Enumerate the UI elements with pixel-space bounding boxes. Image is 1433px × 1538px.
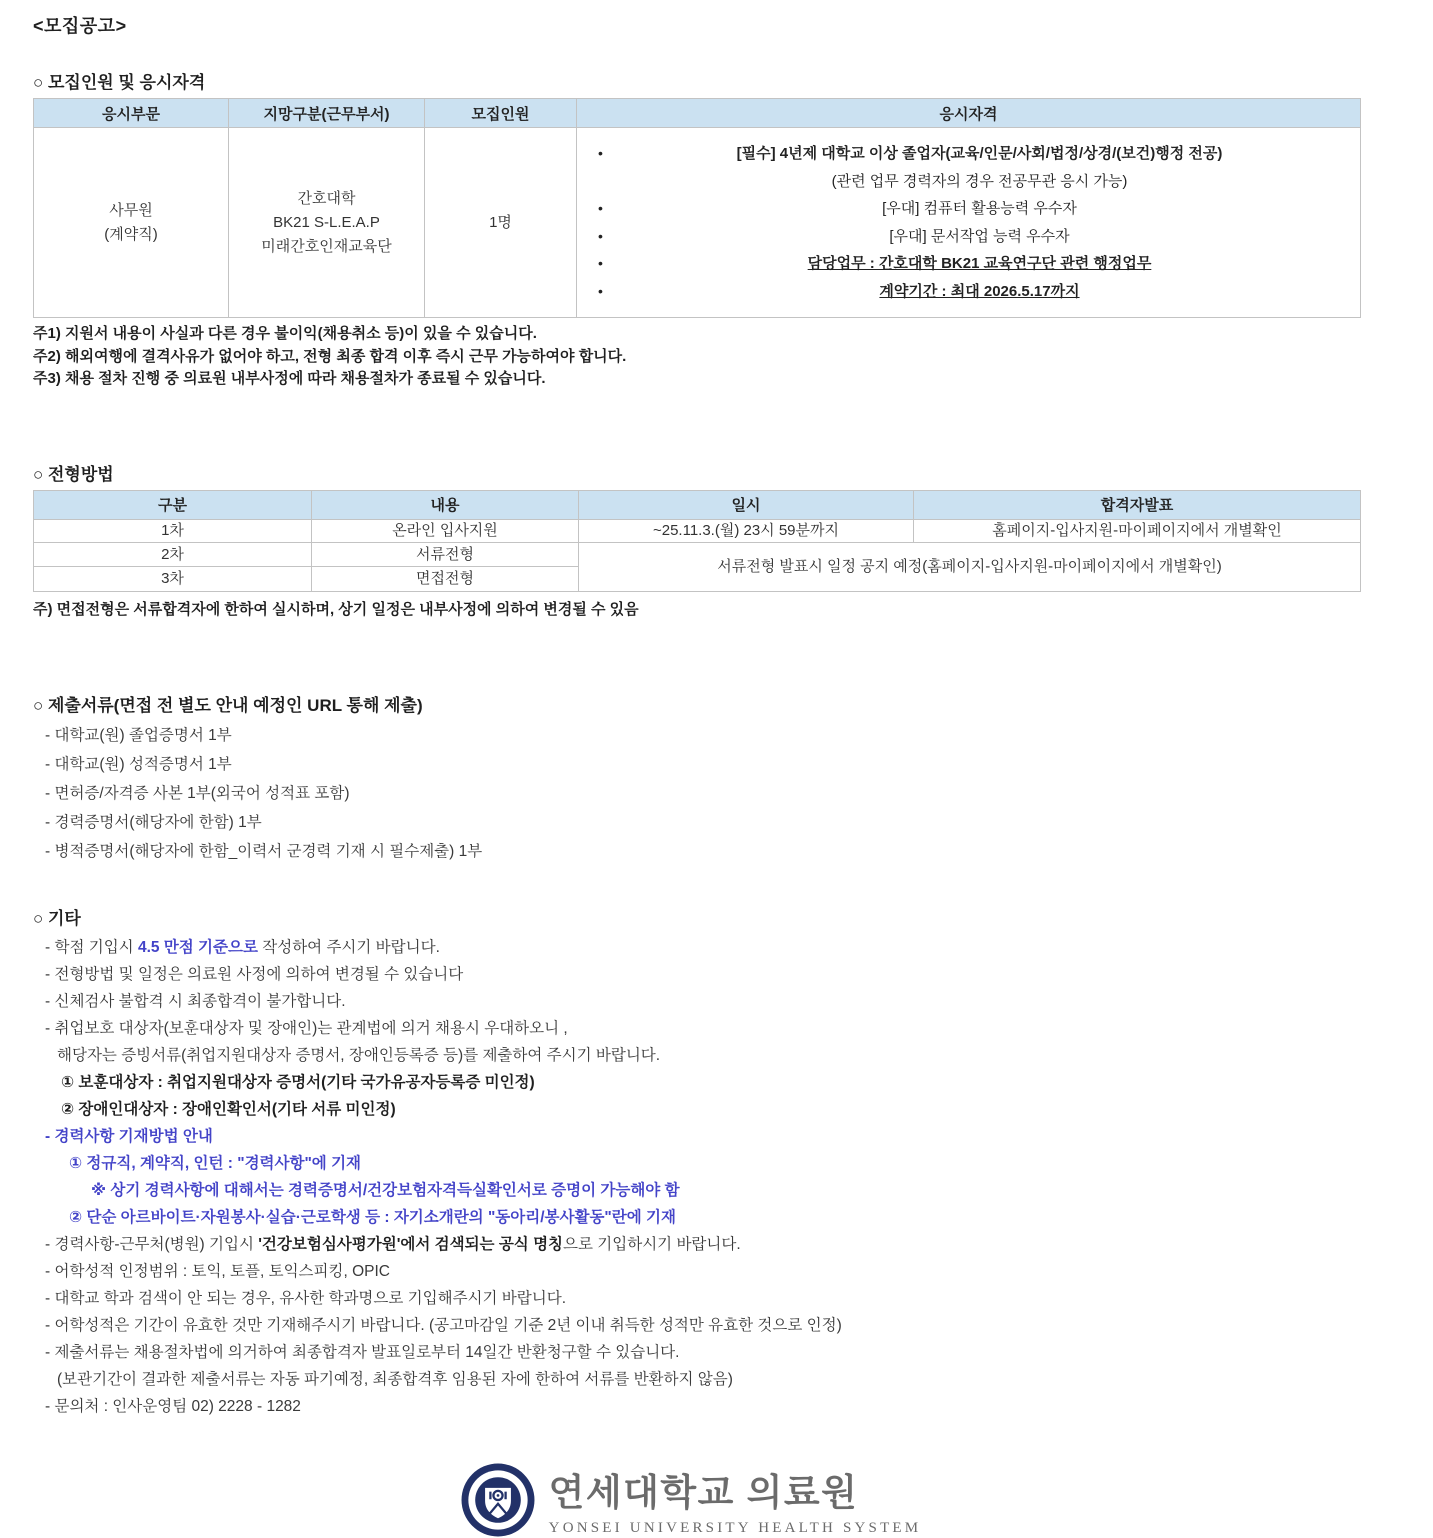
dept-line: 간호대학 bbox=[297, 189, 356, 207]
list-item: - 문의처 : 인사운영팀 02) 2228 - 1282 bbox=[45, 1397, 301, 1415]
list-item: ※ 상기 경력사항에 대해서는 경력증명서/건강보험자격득실확인서로 증명이 가능해야 함 bbox=[91, 1181, 680, 1199]
note-line: 주2) 해외여행에 결격사유가 없어야 하고, 전형 최종 합격 이후 즉시 근무 가능하여야 합니다. bbox=[33, 347, 627, 365]
cell-content: 면접전형 bbox=[312, 567, 579, 592]
list-item: - 어학성적은 기간이 유효한 것만 기재해주시기 바랍니다. (공고마감일 기준 2년 이내 취득한 성적만 유효한 것으로 인정) bbox=[45, 1316, 842, 1334]
method-row-1 bbox=[34, 519, 1361, 542]
qualification-item: • [필수] 4년제 대학교 이상 졸업자(교육/인문/사회/법정/상경/(보건)행정 전공) bbox=[593, 140, 1346, 168]
list-item: - 전형방법 및 일정은 의료원 사정에 의하여 변경될 수 있습니다 bbox=[45, 965, 464, 983]
method-header-row bbox=[34, 490, 1361, 519]
cell-merged-schedule: 서류전형 발표시 일정 공지 예정(홈페이지-입사지원-마이페이지에서 개별확인) bbox=[579, 542, 1361, 591]
submit-items bbox=[33, 721, 1400, 866]
logo-text bbox=[549, 1462, 922, 1537]
etc-heading: ○ 기타 bbox=[33, 908, 81, 928]
cell-result: 홈페이지-입사지원-마이페이지에서 개별확인 bbox=[914, 519, 1361, 542]
note-line: 주1) 지원서 내용이 사실과 다른 경우 불이익(채용취소 등)이 있을 수 있습니다. bbox=[33, 325, 537, 342]
recruit-heading: ○ 모집인원 및 응시자격 bbox=[33, 73, 206, 92]
col-header-date: 일시 bbox=[579, 490, 914, 519]
cell-content: 서류전형 bbox=[312, 542, 579, 567]
cell-stage: 1차 bbox=[34, 519, 312, 542]
recruit-table bbox=[33, 68, 1361, 318]
col-header-qualification: 응시자격 bbox=[577, 99, 1361, 128]
page-title: <모집공고> bbox=[33, 16, 127, 36]
note-line: 주3) 채용 절차 진행 중 의료원 내부사정에 따라 채용절차가 종료될 수 있습니다. bbox=[33, 370, 546, 387]
cell-part bbox=[34, 128, 229, 318]
highlighted-text: '건강보험심사평가원'에서 검색되는 공식 명칭 bbox=[258, 1235, 564, 1253]
col-header-content: 내용 bbox=[312, 490, 579, 519]
list-item: ① 보훈대상자 : 취업지원대상자 증명서(기타 국가유공자등록증 미인정) bbox=[61, 1073, 535, 1091]
list-item: - 어학성적 인정범위 : 토익, 토플, 토익스피킹, OPIC bbox=[45, 1262, 390, 1280]
list-item: - 경력사항 기재방법 안내 bbox=[45, 1127, 213, 1145]
list-item: ② 단순 아르바이트·자원봉사·실습·근로학생 등 : 자기소개란의 "동아리/봉사활동"란에 기재 bbox=[69, 1208, 676, 1226]
dept-line: 미래간호인재교육단 bbox=[261, 237, 392, 255]
cell-stage: 2차 bbox=[34, 542, 312, 567]
list-item: - 병적증명서(해당자에 한함_이력서 군경력 기재 시 필수제출) 1부 bbox=[45, 842, 483, 860]
list-item: - 경력사항-근무처(병원) 기입시 '건강보험심사평가원'에서 검색되는 공식 명칭으로 기입하시기 바랍니다. bbox=[45, 1235, 741, 1253]
cell-stage: 3차 bbox=[34, 567, 312, 592]
list-item: ② 장애인대상자 : 장애인확인서(기타 서류 미인정) bbox=[61, 1100, 396, 1118]
logo-korean: 연세대학교 의료원 bbox=[548, 1472, 859, 1513]
recruit-header-row bbox=[34, 99, 1361, 128]
list-item: - 신체검사 불합격 시 최종합격이 불가합니다. bbox=[45, 992, 346, 1010]
cell-qualifications bbox=[577, 128, 1361, 318]
col-header-result: 합격자발표 bbox=[914, 490, 1361, 519]
list-item: - 대학교 학과 검색이 안 되는 경우, 유사한 학과명으로 기입해주시기 바랍니다. bbox=[45, 1289, 567, 1307]
list-item: - 학점 기입시 4.5 만점 기준으로 작성하여 주시기 바랍니다. bbox=[45, 938, 440, 956]
dept-line: BK21 S-L.E.A.P bbox=[273, 213, 380, 231]
highlighted-text: 4.5 만점 기준으로 bbox=[137, 938, 258, 956]
section-submit bbox=[33, 691, 1400, 866]
part-line: 사무원 bbox=[109, 201, 153, 219]
section-recruit bbox=[33, 68, 1400, 391]
method-table bbox=[33, 490, 1361, 592]
col-header-dept: 지망구분(근무부서) bbox=[229, 99, 425, 128]
yonsei-university-seal-icon bbox=[460, 1462, 536, 1538]
etc-items bbox=[33, 934, 1400, 1420]
qualification-subitem: (관련 업무 경력자의 경우 전공무관 응시 가능) bbox=[831, 172, 1128, 190]
col-header-count: 모집인원 bbox=[425, 99, 577, 128]
method-note: 주) 면접전형은 서류합격자에 한하여 실시하며, 상기 일정은 내부사정에 의하여 변경될 수 있음 bbox=[33, 600, 639, 618]
section-etc bbox=[33, 904, 1400, 1420]
recruit-row bbox=[34, 128, 1361, 318]
col-header-part: 응시부문 bbox=[34, 99, 229, 128]
list-item: - 취업보호 대상자(보훈대상자 및 장애인)는 관계법에 의거 채용시 우대하오니 , bbox=[45, 1019, 568, 1037]
list-item: - 제출서류는 채용절차법에 의거하여 최종합격자 발표일로부터 14일간 반환청구할 수 있습니다. bbox=[45, 1343, 680, 1361]
cell-date: ~25.11.3.(월) 23시 59분까지 bbox=[579, 519, 914, 542]
submit-heading: ○ 제출서류(면접 전 별도 안내 예정인 URL 통해 제출) bbox=[33, 695, 423, 715]
list-item: ① 정규직, 계약직, 인턴 : "경력사항"에 기재 bbox=[69, 1154, 362, 1172]
list-item: (보관기간이 결과한 제출서류는 자동 파기예정, 최종합격후 임용된 자에 한하여 서류를 반환하지 않음) bbox=[57, 1370, 733, 1388]
logo-english: YONSEI UNIVERSITY HEALTH SYSTEM bbox=[548, 1520, 922, 1536]
recruit-notes bbox=[33, 323, 1400, 391]
list-item: - 대학교(원) 졸업증명서 1부 bbox=[45, 726, 232, 744]
section-method bbox=[33, 460, 1400, 619]
footer-logo bbox=[33, 1462, 1348, 1538]
cell-count: 1명 bbox=[425, 128, 577, 318]
qualification-item: • [우대] 문서작업 능력 우수자 bbox=[593, 223, 1346, 251]
method-heading: ○ 전형방법 bbox=[33, 464, 114, 484]
cell-content: 온라인 입사지원 bbox=[312, 519, 579, 542]
qualification-item: • 담당업무 : 간호대학 BK21 교육연구단 관련 행정업무 bbox=[593, 250, 1346, 278]
qualification-item: • [우대] 컴퓨터 활용능력 우수자 bbox=[593, 195, 1346, 223]
qualification-item: • 계약기간 : 최대 2026.5.17까지 bbox=[593, 278, 1346, 306]
list-item: 해당자는 증빙서류(취업지원대상자 증명서, 장애인등록증 등)를 제출하여 주시기 바랍니다. bbox=[57, 1046, 661, 1064]
list-item: - 경력증명서(해당자에 한함) 1부 bbox=[45, 813, 262, 831]
method-row-2 bbox=[34, 542, 1361, 567]
list-item: - 면허증/자격증 사본 1부(외국어 성적표 포함) bbox=[45, 784, 350, 802]
list-item: - 대학교(원) 성적증명서 1부 bbox=[45, 755, 232, 773]
part-line: (계약직) bbox=[104, 225, 158, 243]
cell-dept bbox=[229, 128, 425, 318]
col-header-stage: 구분 bbox=[34, 490, 312, 519]
